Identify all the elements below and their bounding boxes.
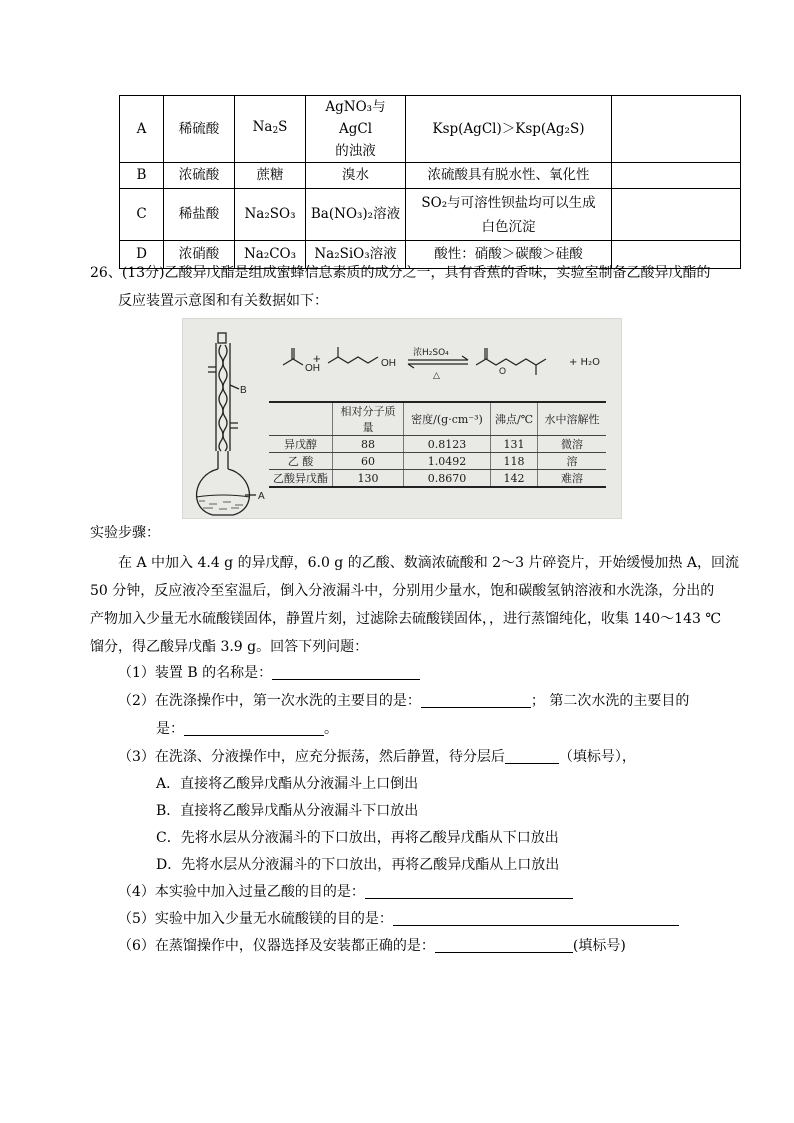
table-header-row: 相对分子质量 密度/(g·cm⁻³) 沸点/℃ 水中溶解性 [269,402,606,436]
cell-reagent-1: 浓硝酸 [164,241,235,269]
answer-blank-6[interactable] [435,938,573,953]
cell-reagent-1: 浓硫酸 [164,163,235,189]
table-row [120,189,741,241]
question-intro-line2: 反应装置示意图和有关数据如下： [118,293,328,309]
option-b: B．直接将乙酸异戊酯从分液漏斗下口放出 [156,803,419,819]
cell-reagent-3: AgNO₃与AgCl 的浊液 [306,96,406,163]
steps-heading: 实验步骤： [90,525,160,541]
table-row: 乙 酸 60 1.0492 118 溶 [269,453,606,470]
cell-reagent-2: 蔗糖 [235,163,306,189]
cell-reagent-2: Na₂SO₃ [235,189,306,241]
question-1: （1）装置 B 的名称是： [118,662,420,682]
reaction-equation [273,321,621,396]
question-5: （5）实验中加入少量无水硫酸镁的目的是： [118,908,679,928]
properties-table [269,401,606,488]
cell-reagent-3: 溴水 [306,163,406,189]
plus-sign: + [313,351,321,366]
label-a: A [258,491,265,502]
ester-o-label: O [499,366,507,376]
row-letter: A [120,96,164,163]
question-2-cont: 是： 。 [156,721,338,737]
question-3: （3）在洗涤、分液操作中，应充分振荡，然后静置，待分层后 （填标号）， [118,749,636,765]
answer-blank-2a[interactable] [421,693,531,708]
answer-blank-3[interactable] [505,749,559,764]
label-b: B [240,385,247,396]
question-4: （4）本实验中加入过量乙酸的目的是： [118,881,573,901]
table-row [120,163,741,189]
oh-label: OH [305,363,320,374]
steps-paragraph-line4: 馏分，得乙酸异戊酯 3.9 g。回答下列问题： [90,639,369,655]
cell-conclusion: 酸性：硝酸＞碳酸＞硅酸 [406,241,612,269]
reflux-apparatus-drawing [183,319,273,518]
cell-reagent-3: Ba(NO₃)₂溶液 [306,189,406,241]
reaction-figure [182,318,622,519]
cell-reagent-2: Na₂CO₃ [235,241,306,269]
question-intro-line1: 26、(13分)乙酸异戊酯是组成蜜蜂信息素质的成分之一，具有香蕉的香味，实验室制备乙酸异戊酯的 [90,265,711,281]
answer-blank-4[interactable] [365,884,573,899]
table-row [120,96,741,163]
option-c: C．先将水层从分液漏斗的下口放出，再将乙酸异戊酯从下口放出 [156,830,559,846]
cell-reagent-1: 稀盐酸 [164,189,235,241]
cell-empty [612,189,741,241]
option-a: A．直接将乙酸异戊酯从分液漏斗上口倒出 [156,776,419,792]
cell-reagent-3: Na₂SiO₃溶液 [306,241,406,269]
cell-conclusion: SO₂与可溶性钡盐均可以生成 白色沉淀 [406,189,612,241]
row-letter: C [120,189,164,241]
table-row: 乙酸异戊酯 130 0.8670 142 难溶 [269,470,606,488]
water-label: + H₂O [569,357,600,368]
question-6: （6）在蒸馏操作中，仪器选择及安装都正确的是： (填标号) [118,938,626,954]
option-d: D．先将水层从分液漏斗的下口放出，再将乙酸异戊酯从上口放出 [156,857,560,873]
options-table [119,95,741,269]
na2s-formula: $Na_2S$ [252,118,288,136]
cell-empty [612,163,741,189]
steps-paragraph-line3: 产物加入少量无水硫酸镁固体，静置片刻，过滤除去硫酸镁固体，，进行蒸馏纯化，收集 140～143 ℃ [90,611,722,627]
table-row: 异戊醇 88 0.8123 131 微溶 [269,436,606,453]
cell-conclusion: 浓硫酸具有脱水性、氧化性 [406,163,612,189]
answer-blank-2b[interactable] [184,721,324,736]
question-2: （2）在洗涤操作中，第一次水洗的主要目的是： ； 第二次水洗的主要目的 [118,693,690,709]
heat-symbol: △ [433,371,440,381]
cell-conclusion: Ksp(AgCl)＞Ksp(Ag₂S) [406,96,612,163]
catalyst-label: 浓H₂SO₄ [413,348,449,358]
cell-reagent-2 [235,96,306,163]
answer-blank-5[interactable] [393,911,679,926]
answer-blank-1[interactable] [272,665,420,680]
steps-paragraph-line2: 50 分钟，反应液冷至室温后，倒入分液漏斗中，分别用少量水，饱和碳酸氢钠溶液和水洗涤，分出的 [90,583,715,599]
row-letter: D [120,241,164,269]
cell-reagent-1: 稀硫酸 [164,96,235,163]
row-letter: B [120,163,164,189]
steps-paragraph-line1: 在 A 中加入 4.4 g 的异戊醇，6.0 g 的乙酸、数滴浓硫酸和 2～3 片碎瓷片，开始缓慢加热 A，回流 [118,555,739,571]
cell-empty [612,96,741,163]
alcohol-oh-label: OH [381,358,396,369]
